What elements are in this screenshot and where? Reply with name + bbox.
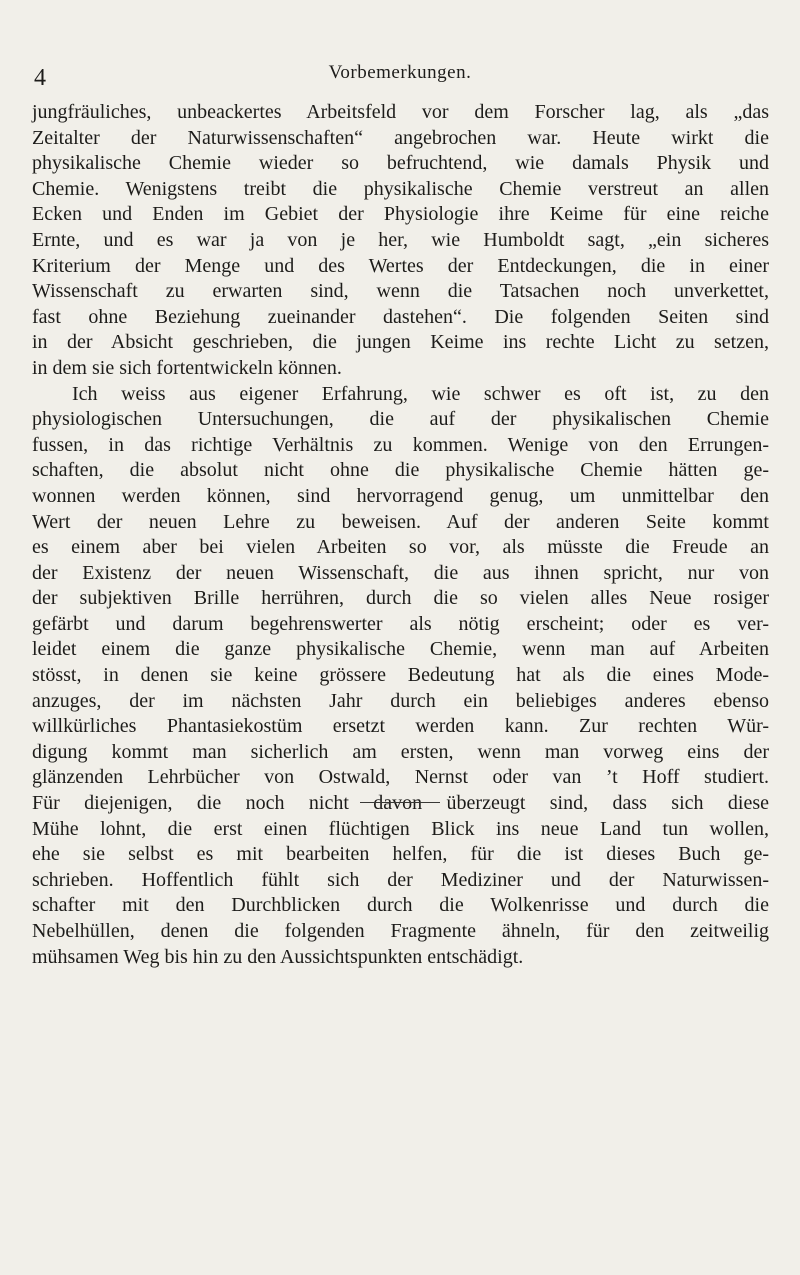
text-line: Zeitalter der Naturwissenschaften“ angebrochen war. Heute wirkt die: [32, 126, 769, 149]
paragraph-1: [32, 100, 769, 382]
text-line: stösst, in denen sie keine grössere Bedeutung hat als die eines Mode-: [32, 664, 769, 687]
chapter-title: Vorbemerkungen.: [328, 62, 472, 83]
text-line: Nebelhüllen, denen die folgenden Fragmente ähneln, für den zeitweilig: [32, 920, 769, 942]
text-line: physiologischen Untersuchungen, die auf der physikalischen Chemie: [32, 408, 769, 431]
text-line: fussen, in das richtige Verhältnis zu kommen. Wenige von den Errungen-: [32, 433, 769, 456]
text-line: der Existenz der neuen Wissenschaft, die aus ihnen spricht, nur von: [32, 561, 769, 584]
text-line: schrieben. Hoffentlich fühlt sich der Mediziner und der Naturwissen-: [32, 868, 769, 891]
text-line: in der Absicht geschrieben, die jungen Keime ins rechte Licht zu setzen,: [32, 331, 769, 354]
text-line: Chemie. Wenigstens treibt die physikalische Chemie verstreut an allen: [32, 177, 769, 200]
text-line: wonnen werden können, sind hervorragend genug, um unmittelbar den: [32, 484, 769, 507]
section-divider: [360, 802, 440, 803]
text-line: mühsamen Weg bis hin zu den Aussichtspunkten entschädigt.: [32, 945, 524, 968]
text-line: schafter mit den Durchblicken durch die Wolkenrisse und durch die: [32, 894, 769, 917]
paragraph-2: [32, 382, 769, 971]
text-line: in dem sie sich fortentwickeln können.: [32, 356, 342, 379]
text-line: Für diejenigen, die noch nicht davon überzeugt sind, dass sich diese: [32, 792, 769, 815]
text-line: Wissenschaft zu erwarten sind, wenn die Tatsachen noch unverkettet,: [32, 280, 769, 303]
text-line: anzuges, der im nächsten Jahr durch ein beliebiges anderes ebenso: [32, 689, 769, 712]
text-line: leidet einem die ganze physikalische Chemie, wenn man auf Arbeiten: [32, 638, 769, 661]
text-line: fast ohne Beziehung zueinander dastehen“. Die folgenden Seiten sind: [32, 305, 769, 328]
text-line: jungfräuliches, unbeackertes Arbeitsfeld vor dem Forscher lag, als „das: [32, 101, 769, 123]
page-number: 4: [34, 65, 46, 91]
text-line: digung kommt man sicherlich am ersten, wenn man vorweg eins der: [32, 740, 769, 763]
body-text: [32, 100, 769, 970]
text-line: gefärbt und darum begehrenswerter als nötig erscheint; oder es ver-: [32, 612, 769, 635]
text-line: Wert der neuen Lehre zu beweisen. Auf der anderen Seite kommt: [32, 510, 769, 533]
text-line: Mühe lohnt, die erst einen flüchtigen Blick ins neue Land tun wollen,: [32, 817, 769, 840]
text-line: es einem aber bei vielen Arbeiten so vor, als müsste die Freude an: [32, 536, 769, 559]
text-line: schaften, die absolut nicht ohne die physikalische Chemie hätten ge-: [32, 459, 769, 482]
text-line: der subjektiven Brille herrühren, durch die so vielen alles Neue rosiger: [32, 587, 769, 610]
text-line: glänzenden Lehrbücher von Ostwald, Nernst oder van ’t Hoff studiert.: [32, 766, 769, 789]
text-line: Kriterium der Menge und des Wertes der Entdeckungen, die in einer: [32, 254, 769, 277]
text-line: ehe sie selbst es mit bearbeiten helfen, für die ist dieses Buch ge-: [32, 843, 769, 866]
running-header: [0, 58, 800, 90]
text-line: willkürliches Phantasiekostüm ersetzt werden kann. Zur rechten Wür-: [32, 715, 769, 738]
text-line: Ecken und Enden im Gebiet der Physiologie ihre Keime für eine reiche: [32, 203, 769, 226]
text-line: physikalische Chemie wieder so befruchtend, wie damals Physik und: [32, 152, 769, 175]
text-line: Ich weiss aus eigener Erfahrung, wie schwer es oft ist, zu den: [72, 382, 769, 405]
text-line: Ernte, und es war ja von je her, wie Humboldt sagt, „ein sicheres: [32, 228, 769, 251]
